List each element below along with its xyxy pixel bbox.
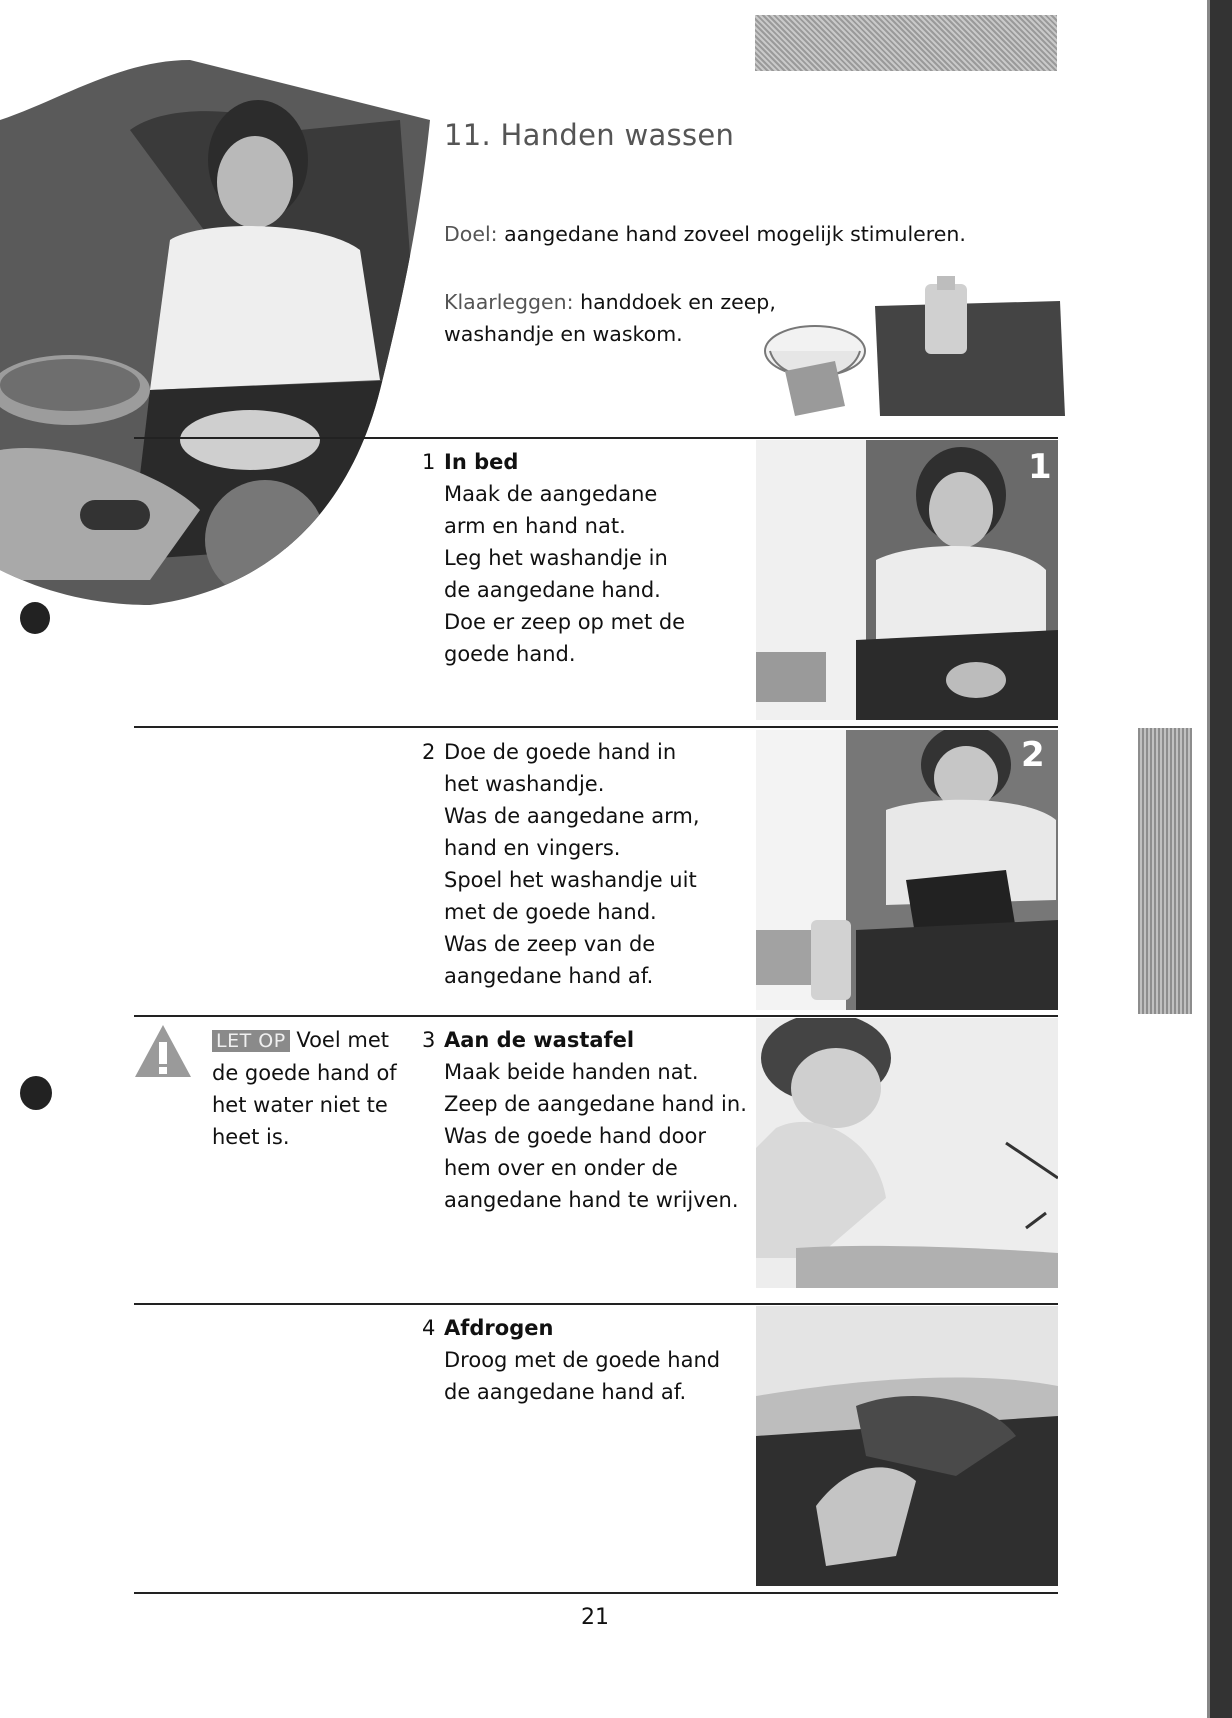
page-number: 21 bbox=[581, 1605, 609, 1630]
step-1-photo-number: 1 bbox=[1028, 447, 1052, 487]
supplies-photo bbox=[760, 276, 1070, 426]
step-3-line: aangedane hand te wrijven. bbox=[444, 1188, 739, 1212]
step-3-photo bbox=[756, 1018, 1058, 1288]
step-1-line: Leg het washandje in bbox=[444, 546, 668, 570]
step-2-line: Doe de goede hand in bbox=[444, 740, 677, 764]
step-3-number: 3 bbox=[422, 1028, 436, 1052]
step-2-line: het washandje. bbox=[444, 772, 605, 796]
warning-note bbox=[212, 1024, 412, 1153]
goal-line bbox=[444, 222, 966, 246]
goal-label: Doel: bbox=[444, 222, 498, 246]
divider-1 bbox=[134, 437, 1058, 439]
divider-3 bbox=[134, 1015, 1058, 1017]
step-2-number: 2 bbox=[422, 740, 436, 764]
step-2-line: Was de aangedane arm, bbox=[444, 804, 700, 828]
step-2-line: Was de zeep van de bbox=[444, 932, 656, 956]
step-1-title: In bed bbox=[444, 450, 519, 474]
punch-hole-top bbox=[20, 602, 50, 634]
step-2 bbox=[444, 736, 764, 992]
step-4-title: Afdrogen bbox=[444, 1316, 554, 1340]
step-4 bbox=[444, 1312, 764, 1408]
step-1-line: Maak de aangedane bbox=[444, 482, 658, 506]
step-2-line: met de goede hand. bbox=[444, 900, 657, 924]
warning-badge: LET OP bbox=[212, 1030, 290, 1052]
divider-4 bbox=[134, 1303, 1058, 1305]
step-1-number: 1 bbox=[422, 450, 436, 474]
step-3 bbox=[444, 1024, 774, 1216]
scan-edge bbox=[1210, 0, 1232, 1718]
hero-photo bbox=[0, 60, 430, 605]
step-1-photo bbox=[756, 440, 1058, 720]
step-1-line: arm en hand nat. bbox=[444, 514, 626, 538]
step-3-title: Aan de wastafel bbox=[444, 1028, 635, 1052]
step-3-line: Was de goede hand door bbox=[444, 1124, 707, 1148]
step-2-photo-number: 2 bbox=[1021, 735, 1045, 775]
chapter-tab-top bbox=[755, 15, 1057, 71]
warning-icon bbox=[133, 1022, 193, 1080]
scan-edge-shadow bbox=[1207, 0, 1210, 1718]
step-1 bbox=[444, 446, 764, 670]
prep-label: Klaarleggen: bbox=[444, 290, 574, 314]
warning-line: Voel met bbox=[296, 1028, 389, 1052]
step-4-photo bbox=[756, 1306, 1058, 1586]
step-3-line: Zeep de aangedane hand in. bbox=[444, 1092, 747, 1116]
page-title: 11. Handen wassen bbox=[444, 118, 735, 152]
chapter-tab-side bbox=[1138, 728, 1192, 1014]
step-4-line: Droog met de goede hand bbox=[444, 1348, 721, 1372]
step-1-line: de aangedane hand. bbox=[444, 578, 661, 602]
step-2-line: hand en vingers. bbox=[444, 836, 621, 860]
divider-bottom bbox=[134, 1592, 1058, 1594]
step-2-line: aangedane hand af. bbox=[444, 964, 654, 988]
warning-line: de goede hand of bbox=[212, 1061, 397, 1085]
punch-hole-bottom bbox=[20, 1076, 52, 1110]
warning-line: heet is. bbox=[212, 1125, 290, 1149]
prep-text-1: handdoek en zeep, bbox=[580, 290, 776, 314]
divider-2 bbox=[134, 726, 1058, 728]
warning-line: het water niet te bbox=[212, 1093, 388, 1117]
step-3-line: Maak beide handen nat. bbox=[444, 1060, 699, 1084]
step-1-line: Doe er zeep op met de bbox=[444, 610, 686, 634]
step-4-number: 4 bbox=[422, 1316, 436, 1340]
step-1-line: goede hand. bbox=[444, 642, 576, 666]
prep-text-2: washandje en waskom. bbox=[444, 322, 683, 346]
goal-text: aangedane hand zoveel mogelijk stimuleren. bbox=[504, 222, 966, 246]
prep-block bbox=[444, 286, 804, 350]
step-4-line: de aangedane hand af. bbox=[444, 1380, 687, 1404]
step-3-line: hem over en onder de bbox=[444, 1156, 678, 1180]
step-2-line: Spoel het washandje uit bbox=[444, 868, 697, 892]
step-2-photo bbox=[756, 730, 1058, 1010]
